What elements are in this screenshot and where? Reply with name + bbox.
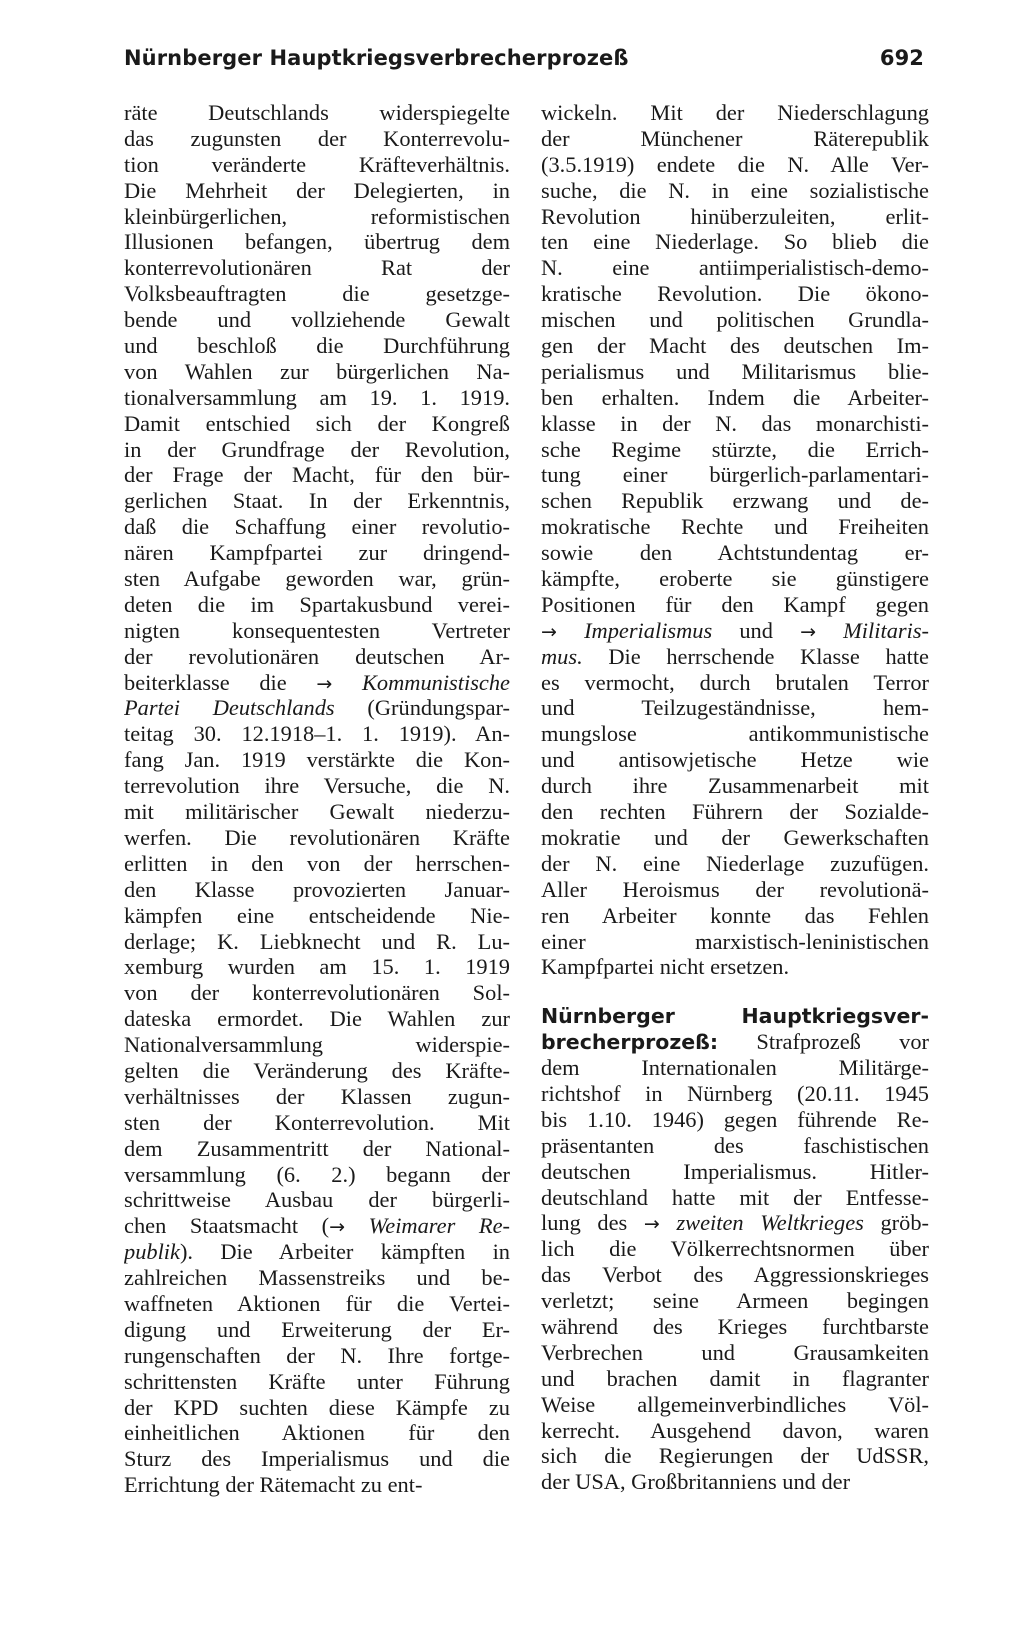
text-line [124,747,510,773]
text-line [124,592,510,618]
text-line [541,1236,929,1262]
text-line [124,1032,510,1058]
text-line [541,1081,929,1107]
text-line [124,1058,510,1084]
text-segment: daß die Schaffung einer revolutio- [124,514,510,540]
text-segment: kerrecht. Ausgehend davon, waren [541,1417,929,1443]
cross-reference: Militaris- [843,617,929,643]
entry-headword: brecherprozeß: [541,1030,719,1055]
text-line [124,126,510,152]
text-line [124,1187,510,1213]
left-column [124,100,510,1498]
text-line [541,488,929,514]
text-segment: und antisowjetische Hetze wie [541,747,929,773]
text-segment: ten eine Niederlage. So blieb die [541,229,929,255]
text-segment: mokratische Rechte und Freiheiten [541,514,929,540]
text-segment: Illusionen befangen, übertrug dem [124,229,510,255]
text-line [541,204,929,230]
text-segment: beiterklasse die [124,669,317,695]
text-segment: terrevolution ihre Versuche, die N. [124,773,510,799]
cross-reference: publik [124,1239,180,1265]
text-line [541,462,929,488]
arrow-right-icon: → [643,1213,660,1236]
text-segment: zahlreichen Massenstreiks und be- [124,1265,510,1291]
text-segment [332,670,362,695]
text-line [124,281,510,307]
text-segment: nigten konsequentesten Vertreter [124,617,510,643]
text-segment: gerlichen Staat. In der Erkenntnis, [124,488,510,514]
text-line [541,281,929,307]
text-segment: digung und Erweiterung der Er- [124,1316,510,1342]
text-segment: der Münchener Räterepublik [541,125,929,151]
text-line [124,100,510,126]
text-segment: richtshof in Nürnberg (20.11. 1945 [541,1080,929,1106]
text-segment: ). Die Arbeiter kämpften in [179,1239,510,1265]
text-segment: und beschloß die Durchführung [124,333,510,359]
text-line [124,670,510,696]
text-line [541,618,929,644]
text-segment: Volksbeauftragten die gesetzge- [124,281,510,307]
text-segment: gen der Macht des deutschen Im- [541,333,929,359]
text-segment: verletzt; seine Armeen begingen [541,1288,929,1314]
text-segment: tionalversammlung am 19. 1. 1919. [124,384,510,410]
text-segment: und [712,617,801,643]
text-line [541,903,929,929]
text-line [541,255,929,281]
text-line [541,100,929,126]
text-line [541,1366,929,1392]
text-segment: dem Internationalen Militärge- [541,1055,929,1081]
text-segment: rungenschaften der N. Ihre fortge- [124,1342,510,1368]
text-segment: (Gründungspar- [334,695,510,721]
text-segment: Weise allgemeinverbindliches Völ- [541,1391,929,1417]
text-line [124,178,510,204]
text-line [124,799,510,825]
arrow-right-icon: → [541,620,557,643]
text-line [541,540,929,566]
text-line [124,204,510,230]
text-line [124,488,510,514]
text-line [541,644,929,670]
text-line [541,1055,929,1081]
text-segment: den Klasse provozierten Januar- [124,876,510,902]
text-segment: sten der Konterrevolution. Mit [124,1109,510,1135]
text-line [124,307,510,333]
text-segment: xemburg wurden am 15. 1. 1919 [124,954,510,980]
text-line [124,359,510,385]
text-segment: konterrevolutionären Rat der [124,255,510,281]
text-line [124,385,510,411]
text-line [541,954,929,980]
text-segment [345,1213,369,1238]
text-line [124,851,510,877]
text-line [124,721,510,747]
entry-nuernberger-hauptkriegsverbrecherprozess [541,1003,929,1495]
running-title: Nürnberger Hauptkriegsverbrecherprozeß [124,46,629,70]
text-segment: und Teilzugeständnisse, hem- [541,695,929,721]
text-segment: schen Republik erzwang und de- [541,488,929,514]
text-line [124,1291,510,1317]
cross-reference: Partei Deutschlands [124,695,335,721]
text-line [124,333,510,359]
text-line [124,1420,510,1446]
text-segment: kämpfen eine entscheidende Nie- [124,902,510,928]
text-line [124,954,510,980]
text-segment: Revolution hinüberzuleiten, erlit- [541,203,929,229]
text-segment: gröb- [863,1210,929,1236]
text-line [541,566,929,592]
text-line [124,514,510,540]
text-line [541,825,929,851]
text-line [124,1395,510,1421]
text-line [124,1136,510,1162]
text-line [541,721,929,747]
text-segment: Kampfpartei nicht ersetzen. [541,954,790,980]
text-segment: dem Zusammentritt der National- [124,1135,510,1161]
text-line [541,1288,929,1314]
text-segment: es vermocht, durch brutalen Terror [541,669,929,695]
text-segment: Sturz des Imperialismus und die [124,1446,510,1472]
text-segment: perialismus und Militarismus blie- [541,358,929,384]
text-line [124,929,510,955]
text-segment: klasse in der N. das monarchisti- [541,410,929,436]
text-segment: nären Kampfpartei zur dringend- [124,540,510,566]
text-segment: schrittensten Kräfte unter Führung [124,1368,510,1394]
text-line [124,618,510,644]
text-segment: wickeln. Mit der Niederschlagung [541,100,929,125]
continued-entry-conclusion [541,100,929,980]
text-line [124,437,510,463]
right-column [541,100,929,1495]
text-segment: kleinbürgerlichen, reformistischen [124,203,510,229]
text-segment: sche Regime stürzte, die Errich- [541,436,929,462]
text-line [541,411,929,437]
text-segment: N. eine antiimperialistisch-demo- [541,255,929,281]
text-line [541,1107,929,1133]
text-line [124,903,510,929]
text-line [124,462,510,488]
text-segment: bis 1.10. 1946) gegen führende Re- [541,1106,929,1132]
text-segment: Damit entschied sich der Kongreß [124,410,510,436]
text-line [124,980,510,1006]
text-segment: fang Jan. 1919 verstärkte die Kon- [124,747,510,773]
text-line [541,1469,929,1495]
cross-reference: Kommunistische [361,669,510,695]
text-segment: erlitten in den von der herrschen- [124,850,510,876]
text-segment: sich die Regierungen der UdSSR, [541,1443,929,1469]
text-line [124,1239,510,1265]
text-line [541,333,929,359]
text-line [541,773,929,799]
text-line [541,747,929,773]
text-line [124,1472,510,1498]
text-segment: verhältnisses der Klassen zugun- [124,1083,510,1109]
entry-separator [541,980,929,1003]
text-line [124,255,510,281]
text-line [541,385,929,411]
text-line [124,229,510,255]
text-segment: mungslose antikommunistische [541,721,929,747]
text-segment: lung des [541,1210,644,1236]
text-line [124,1162,510,1188]
text-segment: das zugunsten der Konterrevolu- [124,125,510,151]
text-segment: den rechten Führern der Sozialde- [541,799,929,825]
text-line [541,178,929,204]
text-line [124,152,510,178]
text-line [541,929,929,955]
arrow-right-icon: → [329,1216,346,1239]
text-line [541,1029,929,1055]
text-segment [660,1210,677,1235]
text-segment: deutschen Imperialismus. Hitler- [541,1158,929,1184]
text-line [541,126,929,152]
text-line [541,437,929,463]
text-segment: derlage; K. Liebknecht und R. Lu- [124,928,510,954]
text-line [541,695,929,721]
text-line [124,411,510,437]
text-segment: Aller Heroismus der revolutionä- [541,876,929,902]
text-line [541,670,929,696]
text-segment: mischen und politischen Grundla- [541,307,929,333]
text-segment: präsentanten des faschistischen [541,1132,929,1158]
text-line [124,1265,510,1291]
text-segment: der KPD suchten diese Kämpfe zu [124,1394,510,1420]
text-segment: suche, die N. in eine sozialistische [541,177,929,203]
text-line [541,229,929,255]
continued-entry-text [124,100,510,1498]
cross-reference: Imperialismus [584,617,713,643]
text-line [124,1446,510,1472]
text-segment: einer marxistisch-leninistischen [541,928,929,954]
text-segment: kämpfte, eroberte sie günstigere [541,566,929,592]
text-segment: mokratie und der Gewerkschaften [541,824,929,850]
text-segment: sten Aufgabe geworden war, grün- [124,566,510,592]
cross-reference: zweiten Weltkrieges [676,1210,864,1236]
text-segment: tion veränderte Kräfteverhältnis. [124,151,510,177]
text-segment: deutschland hatte mit der Entfesse- [541,1184,929,1210]
text-line [124,773,510,799]
arrow-right-icon: → [316,672,333,695]
text-segment: schrittweise Ausbau der bürgerli- [124,1187,510,1213]
text-line [541,1210,929,1236]
text-line [124,1213,510,1239]
text-line [541,307,929,333]
text-line [541,1262,929,1288]
text-segment: Nationalversammlung widerspie- [124,1032,510,1058]
text-segment: der revolutionären deutschen Ar- [124,643,510,669]
text-segment: tung einer bürgerlich-parlamentari- [541,462,929,488]
text-line [541,1418,929,1444]
text-line [124,644,510,670]
text-segment: das Verbot des Aggressionskrieges [541,1262,929,1288]
text-line [541,1185,929,1211]
text-line [541,1159,929,1185]
entry-headword: Nürnberger Hauptkriegsver- [541,1004,929,1029]
text-segment: Die herrschende Klasse hatte [582,643,929,669]
text-segment: Die Mehrheit der Delegierten, in [124,177,510,203]
text-line [124,1006,510,1032]
text-line [541,1443,929,1469]
text-line [541,592,929,618]
text-line [124,1110,510,1136]
text-line [124,1343,510,1369]
text-segment: räte Deutschlands widerspiegelte [124,100,510,125]
running-header [124,46,924,80]
cross-reference: mus. [541,643,583,669]
text-line [124,1317,510,1343]
text-segment: ren Arbeiter konnte das Fehlen [541,902,929,928]
text-segment [557,618,584,643]
text-segment: der N. eine Niederlage zuzufügen. [541,850,929,876]
text-segment: Verbrechen und Grausamkeiten [541,1339,929,1365]
text-segment: dateska ermordet. Die Wahlen zur [124,1006,510,1032]
text-segment: chen Staatsmacht ( [124,1213,330,1239]
page-number: 692 [879,46,924,70]
text-segment: in der Grundfrage der Revolution, [124,436,510,462]
text-line [541,1314,929,1340]
text-segment: von Wahlen zur bürgerlichen Na- [124,358,510,384]
text-segment: werfen. Die revolutionären Kräfte [124,824,510,850]
text-segment: der Frage der Macht, für den bür- [124,462,510,488]
text-line [124,566,510,592]
text-line [124,1369,510,1395]
text-segment: kratische Revolution. Die ökono- [541,281,929,307]
text-segment: ben erhalten. Indem die Arbeiter- [541,384,929,410]
text-line [541,514,929,540]
text-line [541,359,929,385]
text-line [541,799,929,825]
text-line [541,1003,929,1029]
text-line [541,1133,929,1159]
text-line [124,877,510,903]
text-line [124,695,510,721]
text-segment: der USA, Großbritanniens und der [541,1469,851,1495]
text-segment: sowie den Achtstundentag er- [541,540,929,566]
arrow-right-icon: → [800,620,816,643]
text-segment: Positionen für den Kampf gegen [541,591,929,617]
text-segment: teitag 30. 12.1918–1. 1. 1919). An- [124,721,510,747]
text-segment: von der konterrevolutionären Sol- [124,980,510,1006]
text-segment: (3.5.1919) endete die N. Alle Ver- [541,151,929,177]
text-segment: deten die im Spartakusbund verei- [124,591,510,617]
text-line [124,825,510,851]
text-line [124,540,510,566]
text-segment: Strafprozeß vor [718,1029,929,1055]
text-line [541,1392,929,1418]
text-segment: während des Krieges furchtbarste [541,1313,929,1339]
cross-reference: Weimarer Re- [368,1213,510,1239]
text-segment: und brachen damit in flagranter [541,1365,929,1391]
text-line [124,1084,510,1110]
text-segment: Errichtung der Rätemacht zu ent- [124,1472,423,1498]
text-segment: bende und vollziehende Gewalt [124,307,510,333]
text-line [541,152,929,178]
text-segment: durch ihre Zusammenarbeit mit [541,773,929,799]
text-segment: gelten die Veränderung des Kräfte- [124,1057,510,1083]
text-segment: einheitlichen Aktionen für den [124,1420,510,1446]
text-segment: mit militärischer Gewalt niederzu- [124,799,510,825]
text-segment: lich die Völkerrechtsnormen über [541,1236,929,1262]
text-line [541,1340,929,1366]
text-segment [816,618,843,643]
text-segment: versammlung (6. 2.) begann der [124,1161,510,1187]
text-line [541,877,929,903]
text-line [541,851,929,877]
text-segment: waffneten Aktionen für die Vertei- [124,1290,510,1316]
